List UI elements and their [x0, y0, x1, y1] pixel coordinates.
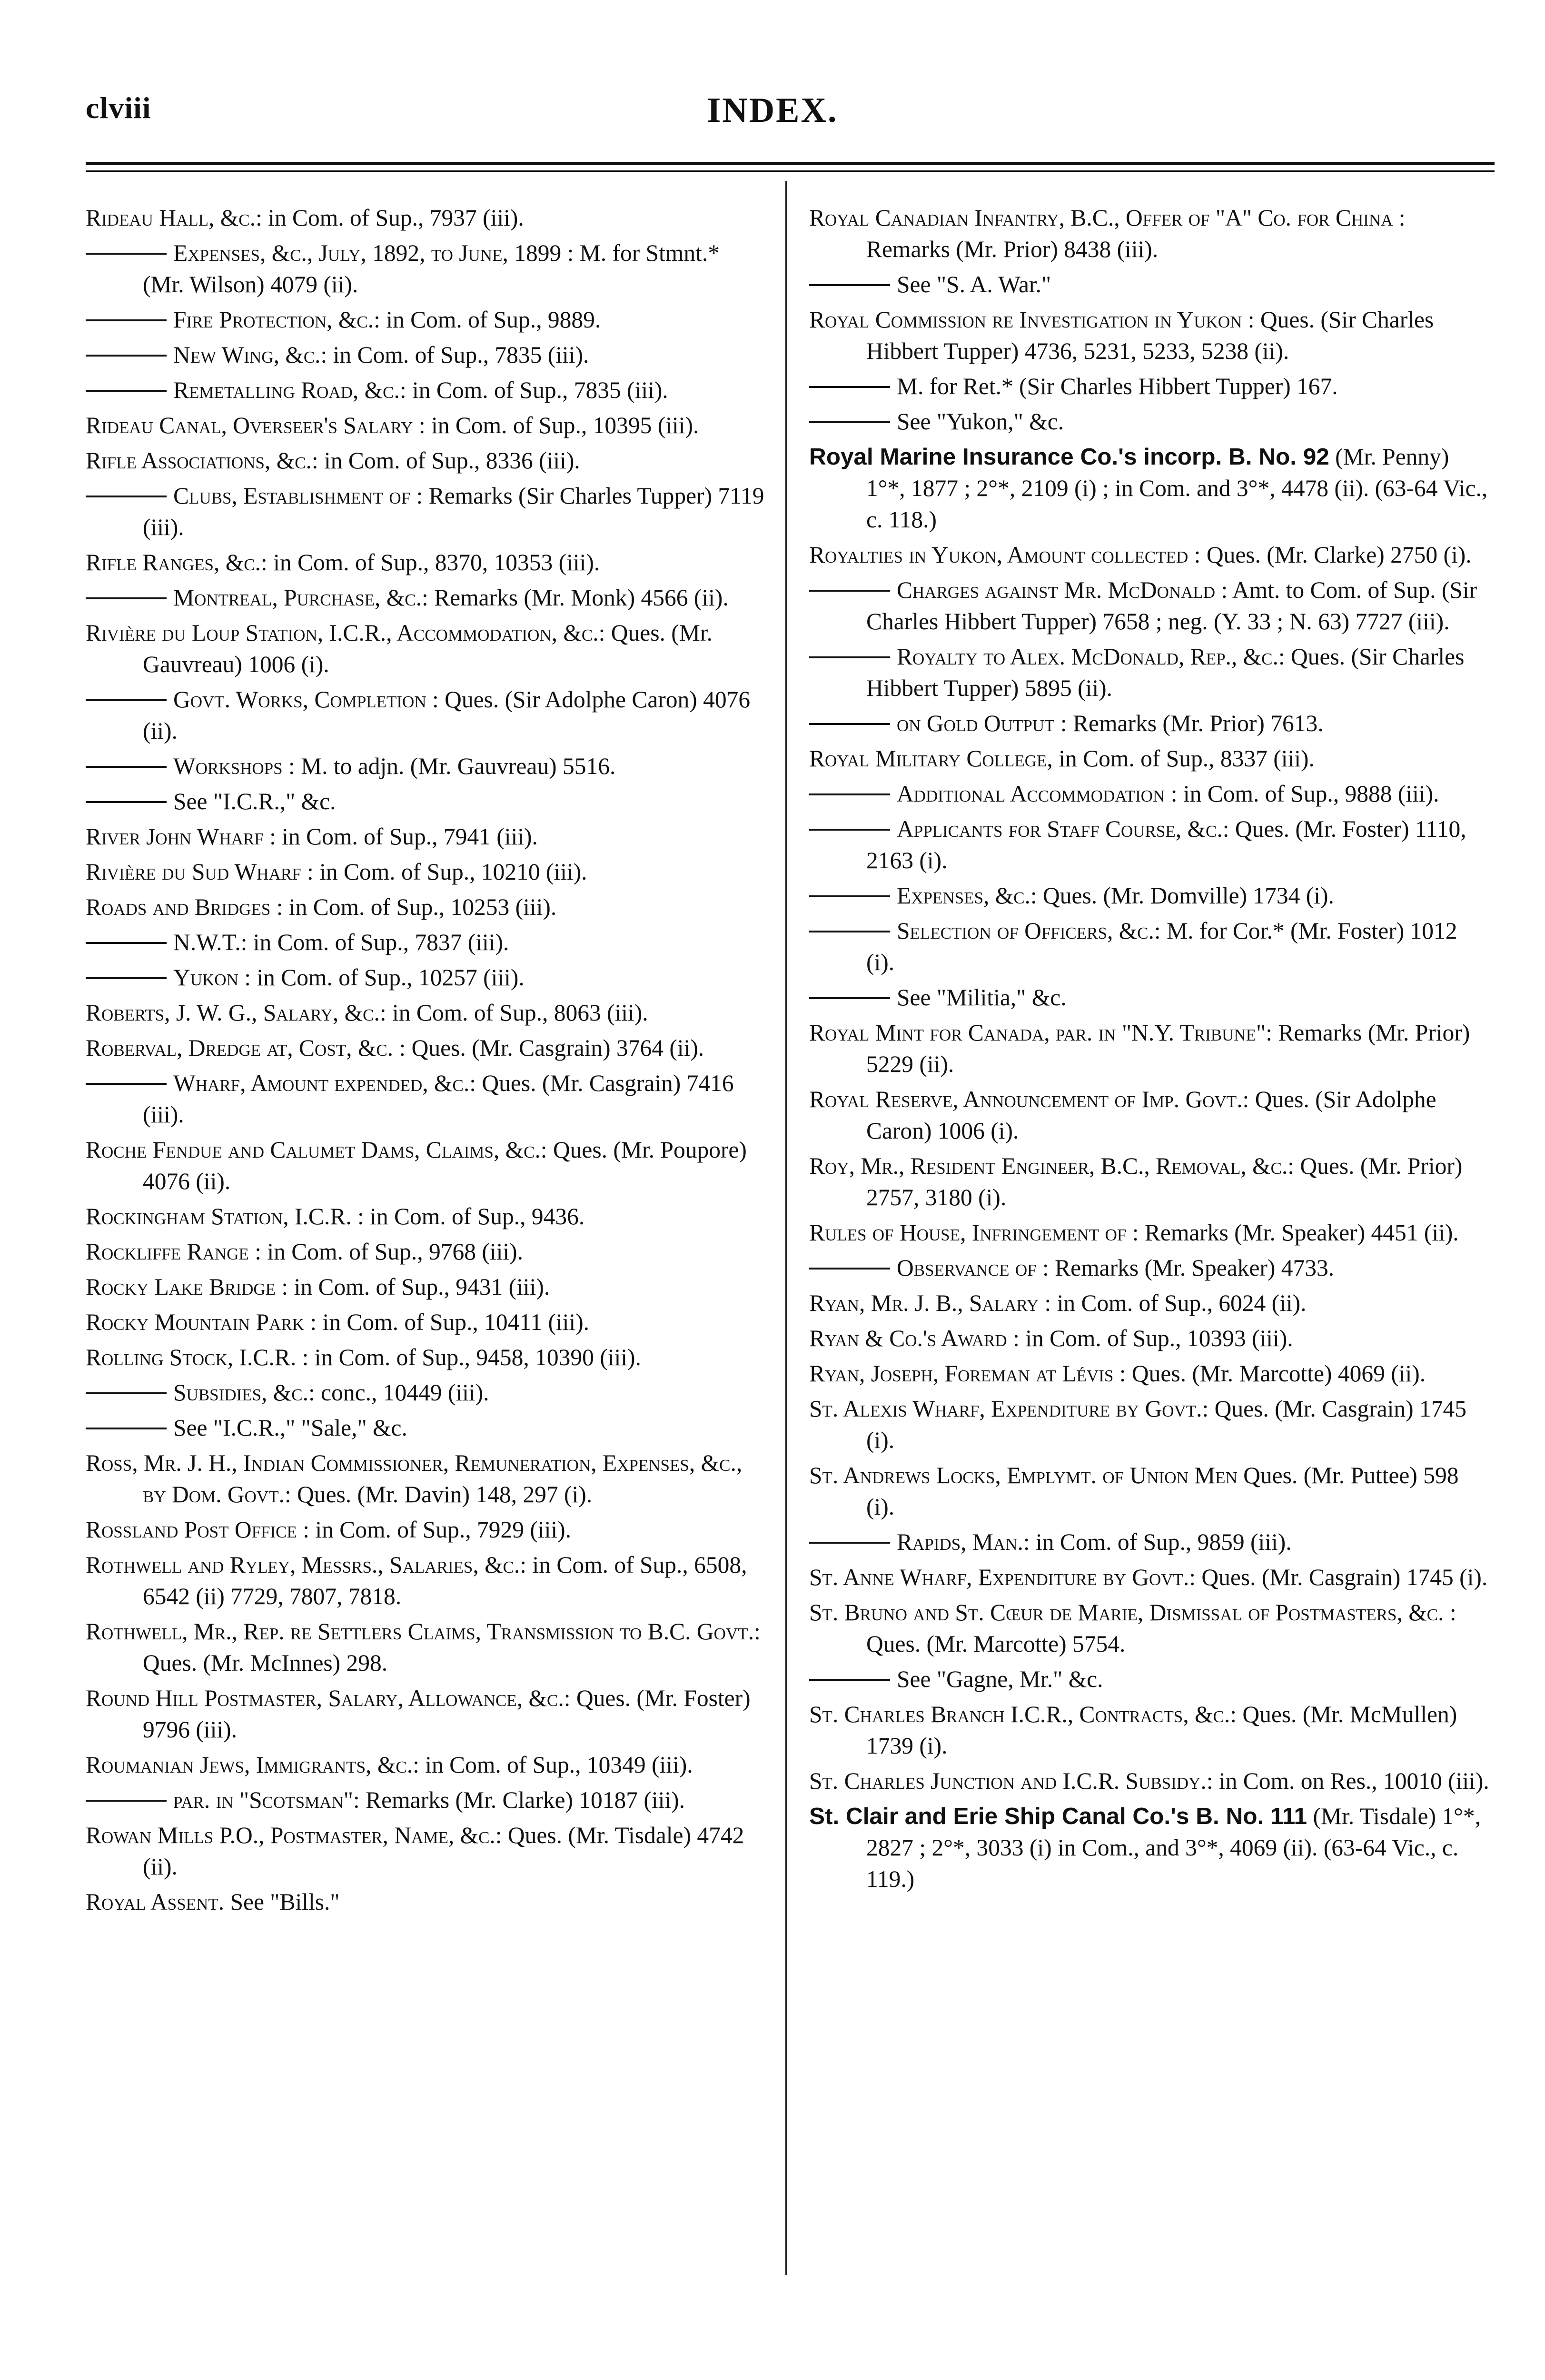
index-entry [809, 304, 1490, 367]
entry-reference: in Com. of Sup., 9436. [364, 1203, 585, 1230]
entry-heading: Charges against Mr. McDonald : [897, 577, 1228, 603]
ditto-dash [86, 766, 167, 768]
entry-heading: Rules of House, Infringement of : [809, 1220, 1139, 1246]
entry-heading: Additional Accommodation : [897, 781, 1178, 807]
index-entry [86, 1412, 766, 1444]
entry-reference: Ques. (Mr. Domville) 1734 (i). [1037, 883, 1334, 909]
entry-reference: Ques. (Sir Adolphe Caron) 1006 (i). [866, 1086, 1436, 1144]
index-entry [809, 880, 1490, 912]
entry-heading: Expenses, &c.: [897, 883, 1037, 909]
index-entry [86, 684, 766, 747]
entry-heading: Rapids, Man.: [897, 1529, 1030, 1555]
entry-reference: M. for Ret.* (Sir Charles Hibbert Tupper) 167. [897, 373, 1338, 399]
ditto-dash [86, 801, 167, 803]
ditto-dash [809, 386, 890, 388]
entry-heading: Rockliffe Range : [86, 1239, 261, 1265]
entry-reference: Ques. (Mr. Marcotte) 5754. [866, 1631, 1126, 1657]
index-entry [86, 547, 766, 578]
ditto-dash [86, 1800, 167, 1802]
entry-heading: Roberval, Dredge at, Cost, &c. : [86, 1035, 406, 1061]
entry-reference: Ques. (Mr. Casgrain) 7416 (iii). [143, 1070, 734, 1128]
index-entry [86, 238, 766, 300]
entry-heading: River John Wharf : [86, 823, 276, 850]
entry-heading: Roy, Mr., Resident Engineer, B.C., Removal, &c.: [809, 1153, 1295, 1179]
index-entry [86, 1749, 766, 1781]
entry-heading: St. Anne Wharf, Expenditure by Govt.: [809, 1564, 1196, 1590]
entry-reference: in Com. of Sup., 10349 (iii). [419, 1752, 693, 1778]
entry-reference: M. for Stmnt.* (Mr. Wilson) 4079 (ii). [143, 240, 720, 298]
entry-reference: in Com. of Sup., 9859 (iii). [1030, 1529, 1292, 1555]
ditto-dash [86, 319, 167, 321]
index-entry [86, 375, 766, 406]
index-entry [86, 339, 766, 371]
entry-heading: St. Charles Junction and I.C.R. Subsidy.: [809, 1768, 1213, 1794]
ditto-dash [809, 895, 890, 897]
index-entry [86, 1683, 766, 1745]
index-entry [809, 1017, 1490, 1080]
ditto-dash [809, 1542, 890, 1544]
index-entry [809, 269, 1490, 300]
entry-heading: Rocky Mountain Park : [86, 1309, 317, 1335]
entry-reference: See "S. A. War." [897, 271, 1051, 298]
entry-reference: Ques. (Sir Adolphe Caron) 4076 (ii). [143, 686, 751, 744]
entry-heading: Royal Mint for Canada, par. in "N.Y. Tribune": [809, 1020, 1272, 1046]
index-entry [86, 962, 766, 993]
column-divider [785, 181, 787, 2275]
entry-heading: Roberts, J. W. G., Salary, &c.: [86, 1000, 386, 1026]
entry-reference: in Com. of Sup., 10210 (iii). [313, 859, 587, 885]
index-entry [86, 1032, 766, 1064]
entry-reference: Ques. (Mr. Marcotte) 4069 (ii). [1126, 1360, 1426, 1387]
entry-reference: in Com. of Sup., 7937 (iii). [262, 205, 524, 231]
entry-heading: Roche Fendue and Calumet Dams, Claims, &c.: [86, 1137, 547, 1163]
ditto-dash [86, 597, 167, 599]
index-entry [86, 1514, 766, 1546]
entry-reference: M. to adjn. (Mr. Gauvreau) 5516. [295, 753, 616, 779]
index-entry [86, 410, 766, 441]
ditto-dash [809, 793, 890, 795]
entry-reference: Amt. to Com. of Sup. (Sir Charles Hibbert Tupper) 7658 ; neg. (Y. 33 ; N. 63) 7727 (iii). [866, 577, 1477, 635]
ditto-dash [86, 942, 167, 944]
entry-reference: in Com. of Sup., 6024 (ii). [1051, 1290, 1307, 1316]
entry-heading: Round Hill Postmaster, Salary, Allowance, &c.: [86, 1685, 571, 1711]
entry-reference: conc., 10449 (iii). [315, 1379, 489, 1406]
left-column [86, 202, 766, 1922]
ditto-dash [809, 1268, 890, 1269]
index-entry [86, 445, 766, 476]
entry-reference: M. for Cor.* (Mr. Foster) 1012 (i). [866, 918, 1457, 975]
index-entry [86, 1342, 766, 1373]
index-entry [809, 1460, 1490, 1523]
entry-reference: Ques. (Mr. Tisdale) 4742 (ii). [143, 1822, 744, 1880]
entry-reference: Ques. (Mr. Casgrain) 1745 (i). [866, 1396, 1466, 1453]
entry-heading: New Wing, &c.: [173, 342, 327, 368]
entry-reference: in Com. of Sup., 10411 (iii). [317, 1309, 590, 1335]
entry-heading: Rowan Mills P.O., Postmaster, Name, &c.: [86, 1822, 502, 1848]
index-entry [809, 202, 1490, 265]
entry-reference: in Com. of Sup., 9431 (iii). [288, 1274, 550, 1300]
ditto-dash [809, 931, 890, 932]
entry-reference: Ques. (Mr. McMullen) 1739 (i). [866, 1701, 1457, 1759]
entry-heading: Ryan & Co.'s Award : [809, 1325, 1020, 1351]
entry-heading: St. Andrews Locks, Emplymt. of Union Men [809, 1462, 1238, 1488]
index-entry [809, 708, 1490, 739]
index-entry [809, 1664, 1490, 1695]
entry-reference: in Com. of Sup., 7929 (iii). [309, 1517, 572, 1543]
index-entry [809, 1150, 1490, 1213]
entry-reference: See "Militia," &c. [897, 984, 1067, 1011]
entry-reference: in Com. of Sup., 8063 (iii). [386, 1000, 648, 1026]
index-entry [86, 1616, 766, 1679]
ditto-dash [86, 496, 167, 497]
index-entry [86, 997, 766, 1029]
entry-reference: Remarks (Mr. Prior) 5229 (ii). [866, 1020, 1470, 1077]
index-entry [809, 1597, 1490, 1660]
entry-heading: Yukon : [173, 964, 251, 991]
entry-heading: Applicants for Staff Course, &c.: [897, 816, 1229, 842]
page-number: clviii [86, 91, 151, 125]
entry-heading: N.W.T.: [173, 929, 248, 955]
index-entry [86, 751, 766, 782]
index-entry [809, 1084, 1490, 1147]
entry-heading: Rifle Ranges, &c.: [86, 549, 267, 575]
entry-reference: in Com. of Sup., 10257 (iii). [250, 964, 525, 991]
entry-heading: Rossland Post Office : [86, 1517, 310, 1543]
entry-reference: Ques. (Sir Charles Hibbert Tupper) 5895 (ii). [866, 644, 1465, 701]
ditto-dash [86, 1083, 167, 1085]
index-entry [809, 1323, 1490, 1354]
entry-heading: Rivière du Loup Station, I.C.R., Accommodation, &c.: [86, 620, 605, 646]
index-entry [86, 1271, 766, 1303]
index-entry [809, 778, 1490, 810]
entry-heading: Ryan, Mr. J. B., Salary : [809, 1290, 1051, 1316]
entry-heading: Royal Military College, [809, 745, 1053, 772]
entry-reference: Ques. (Mr. Foster) 1110, 2163 (i). [866, 816, 1466, 873]
entry-reference: in Com. of Sup., 8337 (iii). [1052, 745, 1315, 772]
index-entry [86, 202, 766, 234]
index-entry [86, 480, 766, 543]
entry-reference: Ques. (Mr. Gauvreau) 1006 (i). [143, 620, 713, 677]
index-entry [86, 1134, 766, 1197]
bill-heading: St. Clair and Erie Ship Canal Co.'s B. No. 111 [809, 1803, 1307, 1829]
entry-heading: Selection of Officers, &c.: [897, 918, 1161, 944]
entry-reference: Remarks (Mr. Clarke) 10187 (iii). [359, 1787, 685, 1813]
entry-heading: Royalty to Alex. McDonald, Rep., &c.: [897, 644, 1285, 670]
index-entry [809, 1699, 1490, 1762]
entry-heading: St. Bruno and St. Cœur de Marie, Dismissal of Postmasters, &c. : [809, 1599, 1456, 1626]
right-column [809, 202, 1490, 1899]
index-entry [86, 1377, 766, 1408]
entry-reference: Remarks (Mr. Speaker) 4733. [1049, 1255, 1335, 1281]
ditto-dash [86, 977, 167, 979]
index-entry [809, 1765, 1490, 1797]
index-entry [86, 821, 766, 853]
index-entry [809, 743, 1490, 774]
index-entry [86, 1549, 766, 1612]
entry-heading: Remetalling Road, &c.: [173, 377, 406, 403]
index-entry [809, 441, 1490, 536]
index-entry [809, 1358, 1490, 1389]
entry-heading: Royal Reserve, Announcement of Imp. Govt.: [809, 1086, 1249, 1112]
index-entry [809, 371, 1490, 402]
entry-reference: in Com. of Sup., 9458, 10390 (iii). [308, 1344, 641, 1370]
entry-reference: Ques. (Mr. Davin) 148, 297 (i). [291, 1481, 593, 1507]
index-entry [86, 1307, 766, 1338]
entry-reference: Ques. (Mr. Casgrain) 1745 (i). [1196, 1564, 1488, 1590]
index-entry [809, 539, 1490, 571]
index-entry [809, 1217, 1490, 1249]
entry-reference: Ques. (Mr. Prior) 2757, 3180 (i). [866, 1153, 1463, 1210]
entry-heading: Ross, Mr. J. H., Indian Commissioner, Remuneration, Expenses, &c., by Dom. Govt.: [86, 1450, 743, 1507]
entry-reference: Ques. (Sir Charles Hibbert Tupper) 4736, 5231, 5233, 5238 (ii). [866, 307, 1434, 364]
index-entry [809, 982, 1490, 1013]
entry-reference: See "Yukon," &c. [897, 408, 1064, 435]
header-rule-thin [86, 170, 1495, 172]
entry-reference: in Com. of Sup., 7835 (iii). [406, 377, 668, 403]
entry-reference: in Com. of Sup., 9888 (iii). [1177, 781, 1439, 807]
entry-reference: See "I.C.R.," "Sale," &c. [173, 1415, 407, 1441]
index-entry [809, 1562, 1490, 1593]
ditto-dash [809, 421, 890, 423]
ditto-dash [86, 699, 167, 701]
entry-heading: Montreal, Purchase, &c.: [173, 585, 428, 611]
index-entry [86, 1886, 766, 1918]
ditto-dash [86, 355, 167, 357]
ditto-dash [809, 590, 890, 592]
index-entry [809, 641, 1490, 704]
page-title: INDEX. [707, 91, 838, 130]
ditto-dash [86, 390, 167, 392]
entry-reference: in Com. of Sup., 7837 (iii). [247, 929, 509, 955]
entry-reference: See "Gagne, Mr." &c. [897, 1666, 1103, 1692]
entry-reference: in Com. of Sup., 9889. [380, 307, 601, 333]
entry-reference: Remarks (Mr. Speaker) 4451 (ii). [1139, 1220, 1459, 1246]
header-rule-thick [86, 162, 1495, 165]
entry-heading: Ryan, Joseph, Foreman at Lévis : [809, 1360, 1126, 1387]
index-entry [86, 1201, 766, 1232]
index-entry [809, 1393, 1490, 1456]
entry-heading: Clubs, Establishment of : [173, 483, 423, 509]
ditto-dash [86, 1428, 167, 1429]
entry-heading: Rothwell, Mr., Rep. re Settlers Claims, Transmission to B.C. Govt.: [86, 1618, 761, 1645]
entry-reference: in Com. of Sup., 10253 (iii). [283, 894, 557, 920]
entry-reference: See "I.C.R.," &c. [173, 788, 336, 814]
entry-heading: Rocky Lake Bridge : [86, 1274, 288, 1300]
index-entry [809, 1801, 1490, 1895]
entry-reference: See "Bills." [224, 1889, 340, 1915]
ditto-dash [809, 997, 890, 999]
entry-heading: Observance of : [897, 1255, 1049, 1281]
entry-heading: Roads and Bridges : [86, 894, 283, 920]
entry-reference: Remarks (Mr. Monk) 4566 (ii). [428, 585, 729, 611]
index-entry [86, 1448, 766, 1510]
entry-reference: in Com. of Sup., 10395 (iii). [425, 412, 699, 438]
index-entry [86, 892, 766, 923]
entry-heading: Govt. Works, Completion : [173, 686, 439, 713]
entry-reference: in Com. of Sup., 6508, 6542 (ii) 7729, 7807, 7818. [143, 1552, 747, 1609]
entry-heading: Rifle Associations, &c.: [86, 447, 318, 474]
entry-reference: Remarks (Mr. Prior) 7613. [1067, 710, 1324, 736]
index-entry [86, 617, 766, 680]
index-entry [809, 1288, 1490, 1319]
entry-reference: Ques. (Mr. Casgrain) 3764 (ii). [406, 1035, 704, 1061]
entry-heading: Royal Commission re Investigation in Yukon : [809, 307, 1255, 333]
entry-reference: Ques. (Mr. Foster) 9796 (iii). [143, 1685, 751, 1743]
entry-heading: Royal Canadian Infantry, B.C., Offer of "A" Co. for China : [809, 205, 1406, 231]
entry-reference: in Com. of Sup., 10393 (iii). [1019, 1325, 1293, 1351]
entry-heading: Fire Protection, &c.: [173, 307, 380, 333]
index-entry [809, 1527, 1490, 1558]
entry-heading: Expenses, &c., July, 1892, to June, 1899 : [173, 240, 574, 266]
entry-reference: in Com. of Sup., 7835 (iii). [327, 342, 589, 368]
index-entry [86, 856, 766, 888]
entry-reference: Ques. (Mr. Clarke) 2750 (i). [1200, 542, 1472, 568]
index-entry [86, 1068, 766, 1130]
index-entry [809, 813, 1490, 876]
index-entry [809, 915, 1490, 978]
index-entry [86, 1820, 766, 1883]
entry-reference: in Com. of Sup., 9768 (iii). [261, 1239, 523, 1265]
entry-reference: Ques. (Mr. Puttee) 598 (i). [866, 1462, 1459, 1520]
index-entry [809, 575, 1490, 637]
entry-heading: Royalties in Yukon, Amount collected : [809, 542, 1201, 568]
entry-heading: Rivière du Sud Wharf : [86, 859, 314, 885]
index-entry [809, 1252, 1490, 1284]
entry-heading: Rothwell and Ryley, Messrs., Salaries, &c.: [86, 1552, 527, 1578]
ditto-dash [809, 284, 890, 286]
entry-heading: Royal Assent. [86, 1889, 225, 1915]
ditto-dash [86, 1392, 167, 1394]
entry-heading: Rideau Canal, Overseer's Salary : [86, 412, 426, 438]
entry-reference: in Com. on Res., 10010 (iii). [1213, 1768, 1489, 1794]
entry-reference: in Com. of Sup., 8336 (iii). [318, 447, 580, 474]
index-entry [86, 304, 766, 336]
entry-reference: Ques. (Mr. McInnes) 298. [143, 1650, 388, 1676]
ditto-dash [809, 1679, 890, 1681]
entry-reference: in Com. of Sup., 8370, 10353 (iii). [267, 549, 600, 575]
index-entry [86, 786, 766, 817]
page-header [0, 90, 1545, 143]
index-entry [86, 1236, 766, 1268]
entry-heading: Wharf, Amount expended, &c.: [173, 1070, 476, 1096]
index-entry [86, 1785, 766, 1816]
bill-heading: Royal Marine Insurance Co.'s incorp. B. No. 92 [809, 444, 1329, 470]
entry-heading: St. Alexis Wharf, Expenditure by Govt.: [809, 1396, 1209, 1422]
entry-reference: Ques. (Mr. Poupore) 4076 (ii). [143, 1137, 747, 1194]
entry-heading: St. Charles Branch I.C.R., Contracts, &c.: [809, 1701, 1237, 1727]
entry-heading: on Gold Output : [897, 710, 1067, 736]
index-entry [86, 927, 766, 958]
entry-heading: Roumanian Jews, Immigrants, &c.: [86, 1752, 419, 1778]
ditto-dash [809, 829, 890, 831]
entry-reference: (Mr. Tisdale) 1°*, 2827 ; 2°*, 3033 (i) in Com., and 3°*, 4069 (ii). (63-64 Vic., c. 119.) [866, 1803, 1481, 1892]
entry-reference: (Mr. Penny) 1°*, 1877 ; 2°*, 2109 (i) ; in Com. and 3°*, 4478 (ii). (63-64 Vic., c. 118.) [866, 444, 1488, 533]
entry-reference: Remarks (Mr. Prior) 8438 (iii). [866, 236, 1159, 262]
entry-heading: Subsidies, &c.: [173, 1379, 315, 1406]
entry-heading: Workshops : [173, 753, 295, 779]
entry-heading: par. in "Scotsman": [173, 1787, 360, 1813]
ditto-dash [809, 656, 890, 658]
entry-heading: Rideau Hall, &c.: [86, 205, 262, 231]
entry-reference: in Com. of Sup., 7941 (iii). [276, 823, 538, 850]
entry-reference: Remarks (Sir Charles Tupper) 7119 (iii). [143, 483, 764, 540]
ditto-dash [86, 253, 167, 255]
entry-heading: Rolling Stock, I.C.R. : [86, 1344, 309, 1370]
index-entry [809, 406, 1490, 437]
index-entry [86, 582, 766, 614]
ditto-dash [809, 723, 890, 725]
entry-heading: Rockingham Station, I.C.R. : [86, 1203, 364, 1230]
